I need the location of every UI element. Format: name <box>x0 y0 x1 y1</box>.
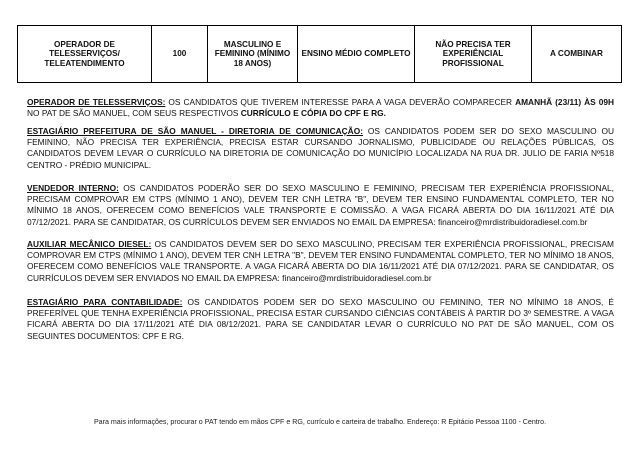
section-estagiario-prefeitura <box>27 126 614 171</box>
section-title: VENDEDOR INTERNO: <box>27 183 119 193</box>
section-estagiario-contabilidade <box>27 297 614 342</box>
section-text: OS CANDIDATOS PODEM SER DO SEXO MASCULINO OU FEMININO, NÃO PRECISA TER EXPERIÊNCIA, PRECISA ESTAR CURSANDO JORNALISMO, PUBLICIDADE OU RELAÇÕES PÚBLICAS, OS CANDIDATOS DEVEM LEVAR O CURRÍCULO NA DIRETORIA DE COMUNICAÇÃO DO MUNICÍPIO LOCALIZADA NA RUA DR. JULIO DE FARIA Nº518 CENTRO - PRÉDIO MUNICIPAL. <box>27 126 615 170</box>
table-row <box>18 26 622 83</box>
cell-salary: A COMBINAR <box>532 26 622 83</box>
section-auxiliar <box>27 239 614 284</box>
email-text: financeiro@mrdistribuidoradiesel.com.br <box>437 216 588 227</box>
job-summary-table <box>17 25 622 83</box>
section-text: OS CANDIDATOS QUE TIVEREM INTERESSE PARA A VAGA DEVERÃO COMPARECER <box>165 97 516 107</box>
section-text: OS CANDIDATOS DEVEM SER DO SEXO MASCULINO, PRECISAM TER EXPERIÊNCIA PROFISSIONAL, PRECISAM COMPROVAR EM CTPS (MÍNIMO 1 ANO), DEVEM TER CNH LETRA "B", DEVEM TER ENSINO FUNDAMENTAL COMPLETO, TER NO MÍNIMO 18 ANOS, OFERECEM COMO BENEFÍCIOS VALE TRANSPORTE. A VAGA FICARÁ ABERTA DO DIA 16/11/2021 ATÉ DIA 07/12/2021. PARA SE CANDIDATAR, OS CURRÍCULOS DEVEM SER ENVIADOS NO EMAIL DA EMPRESA: <box>27 239 614 283</box>
section-vendedor <box>27 183 614 228</box>
section-text: OS CANDIDATOS PODEM SER DO SEXO MASCULINO OU FEMININO, TER NO MÍNIMO 18 ANOS, É PREFERÍVEL QUE TENHA EXPERIÊNCIA PROFISSIONAL, PRECISA ESTAR CURSANDO CIÊNCIAS CONTÁBEIS À PARTIR DO 3º SEMESTRE. A VAGA FICARÁ ABERTA DO DIA 17/11/2021 ATÉ DIA 08/12/2021. PARA SE CANDIDATAR LEVAR O CURRÍCULO NO PAT DE SÃO MANUEL, COM OS SEGUINTES DOCUMENTOS: CPF E RG. <box>27 297 614 341</box>
section-text: OS CANDIDATOS PODERÃO SER DO SEXO MASCULINO E FEMININO, PRECISAM TER EXPERIÊNCIA PROFISSIONAL, PRECISAM COMPROVAR EM CTPS (MÍNIMO 1 ANO), DEVEM TER CNH LETRA "B", DEVEM TER ENSINO FUNDAMENTAL COMPLETO, TER NO MÍNIMO 18 ANOS, OFERECEM COMO BENEFÍCIOS VALE TRANSPORTE E COMISSÃO. A VAGA FICARÁ ABERTA DO DIA 16/11/2021 ATÉ DIA 07/12/2021. PARA SE CANDIDATAR, OS CURRÍCULOS DEVEM SER ENVIADOS NO EMAIL DA EMPRESA: <box>27 183 615 227</box>
cell-sex: MASCULINO E FEMININO (MÍNIMO 18 ANOS) <box>208 26 298 83</box>
section-text: NO PAT DE SÃO MANUEL, COM SEUS RESPECTIVOS <box>27 108 241 119</box>
section-highlight: AMANHÃ (23/11) ÀS 09H <box>515 97 615 107</box>
section-operador <box>27 97 614 119</box>
footer-note: Para mais informações, procurar o PAT tendo em mãos CPF e RG, currículo e carteira de trabalho. Endereço: R Epitácio Pessoa 1100 - Centro. <box>93 418 547 426</box>
section-highlight: CURRÍCULO E CÓPIA DO CPF E RG. <box>240 108 386 119</box>
cell-education: ENSINO MÉDIO COMPLETO <box>298 26 415 83</box>
cell-experience: NÃO PRECISA TER EXPERIÊNCIAL PROFISSIONAL <box>415 26 532 83</box>
email-text: financeiro@mrdistribuidoradiesel.com.br <box>282 272 432 283</box>
section-title: OPERADOR DE TELESSERVIÇOS: <box>27 97 166 107</box>
cell-vacancies: 100 <box>152 26 208 83</box>
section-title: AUXILIAR MECÂNICO DIESEL: <box>27 239 152 249</box>
section-title: ESTAGIÁRIO PREFEITURA DE SÃO MANUEL - DIRETORIA DE COMUNICAÇÃO: <box>27 126 363 136</box>
section-title: ESTAGIÁRIO PARA CONTABILIDADE: <box>27 297 183 307</box>
cell-job-title: OPERADOR DE TELESSERVIÇOS/ TELEATENDIMENTO <box>18 26 152 83</box>
